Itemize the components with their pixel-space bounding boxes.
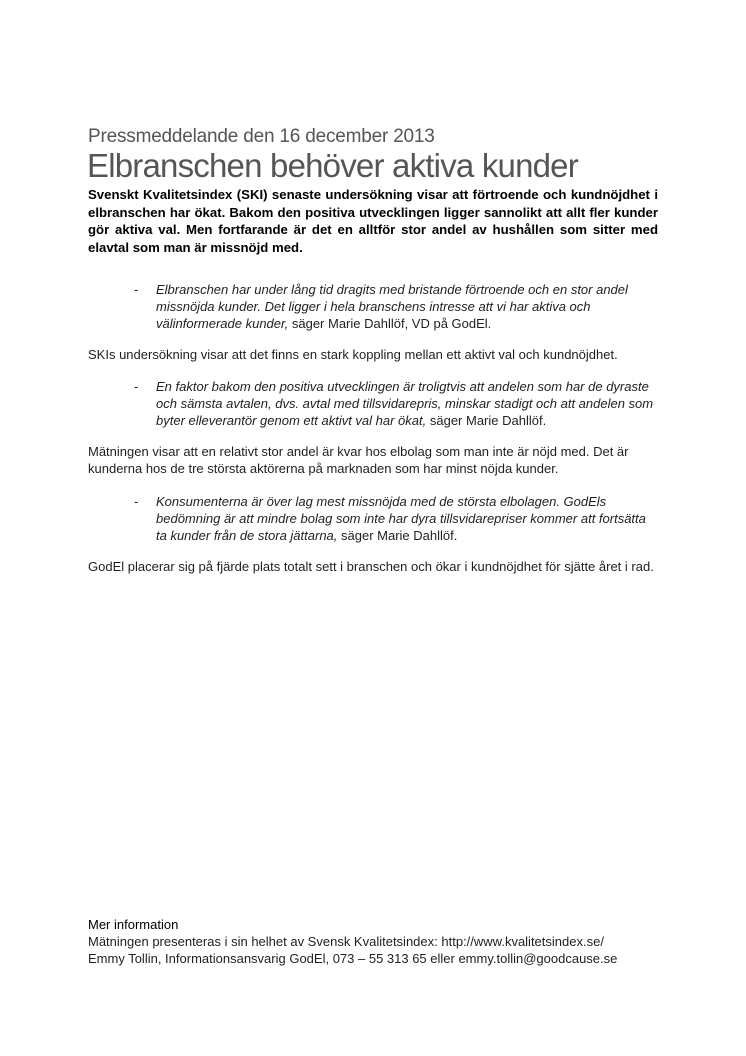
press-release-date: Pressmeddelande den 16 december 2013 (88, 126, 435, 147)
quote-dash: - (134, 282, 139, 297)
quote-dash: - (134, 379, 139, 394)
body-paragraph-3: GodEl placerar sig på fjärde plats totalt sett i branschen och ökar i kundnöjdhet för sjätte året i rad. (88, 559, 654, 574)
quote-attribution: säger Marie Dahllöf, VD på GodEl. (288, 316, 492, 331)
quote-text (156, 281, 654, 332)
quote-attribution: säger Marie Dahllöf. (337, 528, 458, 543)
more-information-link-line[interactable]: Mätningen presenteras i sin helhet av Svensk Kvalitetsindex: http://www.kvalitetsindex.se/ (88, 934, 604, 949)
quote-text (156, 493, 654, 544)
quote-text (156, 378, 654, 429)
contact-line[interactable]: Emmy Tollin, Informationsansvarig GodEl, 073 – 55 313 65 eller emmy.tollin@goodcause.se (88, 951, 618, 966)
quote-attribution: säger Marie Dahllöf. (426, 413, 547, 428)
quote-italic: En faktor bakom den positiva utvecklingen är troligtvis att andelen som har de dyraste och sämsta avtalen, dvs. avtal med tillsvidarepris, minskar stadigt och att andelen som byter elleverantör genom ett aktivt val har ökat, (156, 379, 654, 428)
body-paragraph-2: Mätningen visar att en relativt stor andel är kvar hos elbolag som man inte är nöjd med. Det är kunderna hos de tre största aktörerna på marknaden som har minst nöjda kunder. (88, 444, 629, 476)
more-information-section (88, 916, 688, 967)
page-title: Elbranschen behöver aktiva kunder (87, 147, 578, 184)
quote-block-2 (134, 378, 654, 429)
quote-dash: - (134, 494, 139, 509)
more-information-heading: Mer information (88, 917, 179, 932)
body-paragraph-1: SKIs undersökning visar att det finns en stark koppling mellan ett aktivt val och kundnöjdhet. (88, 347, 618, 362)
quote-block-1 (134, 281, 654, 332)
quote-italic: Konsumenterna är över lag mest missnöjda med de största elbolagen. GodEls bedömning är att mindre bolag som inte har dyra tillsvidarepriser kommer att fortsätta ta kunder från de stora jättarna, (156, 494, 646, 543)
quote-italic: Elbranschen har under lång tid dragits med bristande förtroende och en stor andel missnöjda kunder. Det ligger i hela branschens intresse att vi har aktiva och välinformerade kunder, (156, 282, 628, 331)
quote-block-3 (134, 493, 654, 544)
lead-paragraph: Svenskt Kvalitetsindex (SKI) senaste undersökning visar att förtroende och kundnöjdhet i elbranschen har ökat. Bakom den positiva utvecklingen ligger sannolikt att allt fler kunder gör aktiva val. Men fortfarande är det en alltför stor andel av hushållen som sitter med elavtal som man är missnöjd med. (88, 187, 658, 255)
